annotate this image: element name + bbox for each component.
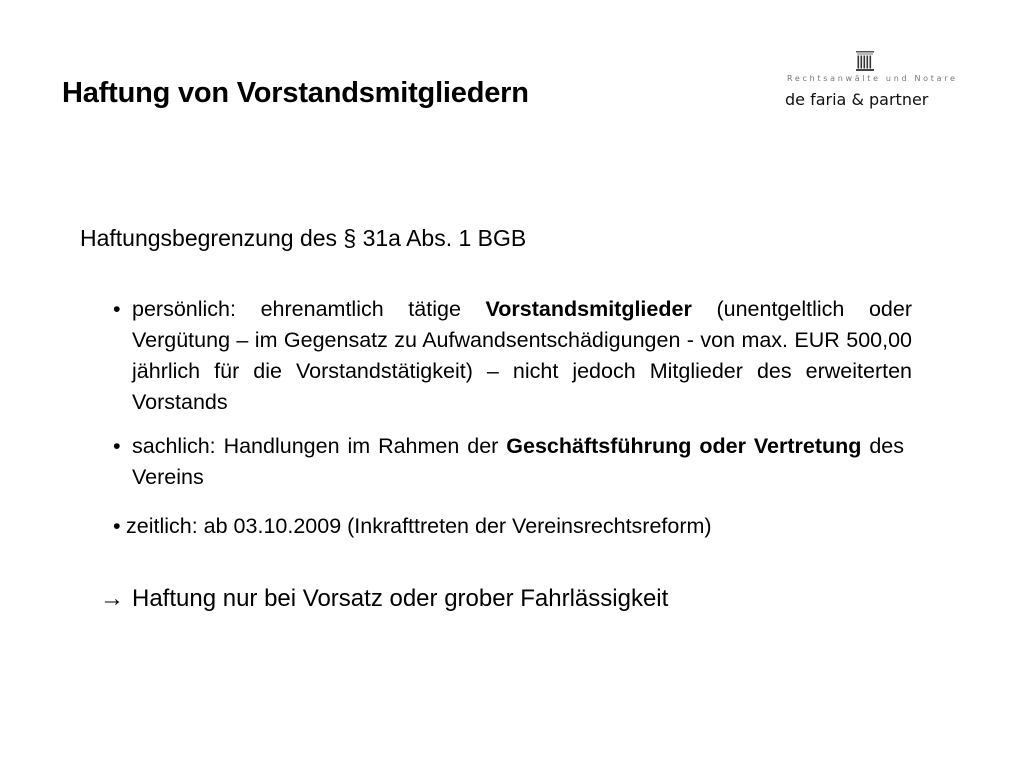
- bullet-item-temporal: [112, 511, 912, 542]
- bullet-text: zeitlich: ab 03.10.2009 (Inkrafttreten der Vereinsrechtsreform): [126, 514, 712, 538]
- bullet-text-bold: Vorstandsmitglieder: [485, 297, 692, 321]
- right-arrow-icon: →: [100, 585, 124, 612]
- conclusion-line: [100, 585, 668, 613]
- logo-tagline: Rechtsanwälte und Notare: [787, 74, 958, 83]
- bullet-list: [112, 294, 912, 542]
- bullet-text-bold: Geschäftsführung oder Vertretung: [506, 434, 862, 458]
- bullet-text-post: des Vereins: [132, 434, 904, 489]
- conclusion-text: Haftung nur bei Vorsatz oder grober Fahrlässigkeit: [132, 585, 669, 612]
- section-subheading: Haftungsbegrenzung des § 31a Abs. 1 BGB: [80, 225, 527, 251]
- bullet-marker: •: [113, 297, 121, 321]
- bullet-marker: •: [113, 434, 121, 458]
- slide-title: Haftung von Vorstandsmitgliedern: [62, 77, 529, 109]
- logo-firm-name: de faria & partner: [785, 90, 929, 109]
- bullet-marker: •: [113, 514, 121, 538]
- bullet-item-factual: [112, 431, 912, 493]
- bullet-text-pre: sachlich: Handlungen im Rahmen der: [132, 434, 507, 458]
- building-columns-icon: [856, 51, 874, 71]
- bullet-text-pre: persönlich: ehrenamtlich tätige: [132, 297, 486, 321]
- bullet-text-post: (unentgeltlich oder Vergütung – im Gegensatz zu Aufwandsentschädigungen - von max. EUR 500,00 jährlich für die Vorstandstätigkeit) – nicht jedoch Mitglieder des erweiterten Vorstands: [132, 297, 912, 414]
- bullet-item-personal: [112, 294, 912, 418]
- firm-logo: [770, 48, 960, 118]
